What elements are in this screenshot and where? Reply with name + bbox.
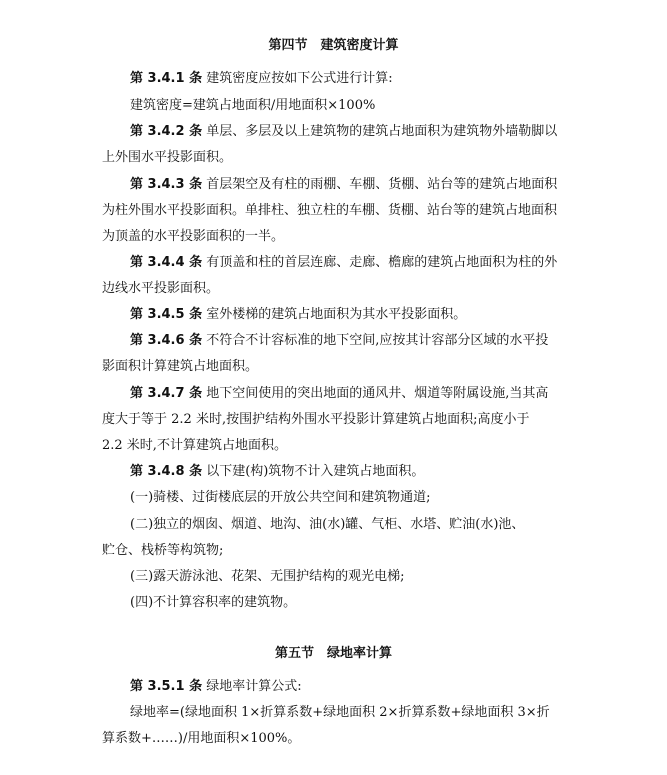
article-3-4-3 [130,177,557,193]
article-3-4-4 [130,255,557,271]
article-text: 首层架空及有柱的雨棚、车棚、货棚、站台等的建筑占地面积 [206,177,558,192]
article-3-4-7-cont: 度大于等于 2.2 米时,按围护结构外围水平投影计算建筑占地面积;高度小于 [102,412,530,427]
article-text: 不符合不计容标准的地下空间,应按其计容部分区域的水平投 [206,333,549,348]
article-3-4-3-cont: 为柱外围水平投影面积。单排柱、独立柱的车棚、货棚、站台等的建筑占地面积 [102,203,558,218]
list-item-1: (一)骑楼、过街楼底层的开放公共空间和建筑物通道; [130,490,431,505]
density-formula: 建筑密度=建筑占地面积/用地面积×100% [130,98,376,113]
article-label: 第 3.4.2 条 [130,124,203,139]
article-label: 第 3.4.5 条 [130,307,203,322]
green-ratio-formula: 绿地率=(绿地面积 1×折算系数+绿地面积 2×折算系数+绿地面积 3×折 [130,705,550,720]
article-3-4-2 [130,124,557,140]
article-text: 以下建(构)筑物不计入建筑占地面积。 [206,464,425,479]
article-label: 第 3.4.8 条 [130,464,203,479]
article-3-4-6-cont: 影面积计算建筑占地面积。 [102,359,259,374]
article-label: 第 3.4.7 条 [130,386,203,401]
article-label: 第 3.4.6 条 [130,333,203,348]
article-3-5-1 [130,679,302,695]
article-3-4-7-cont: 2.2 米时,不计算建筑占地面积。 [102,438,287,453]
list-item-2: (二)独立的烟囱、烟道、地沟、油(水)罐、气柜、水塔、贮油(水)池、 [130,517,525,532]
green-ratio-formula-cont: 算系数+……)/用地面积×100%。 [102,731,301,746]
article-3-4-3-cont: 为顶盖的水平投影面积的一半。 [102,229,285,244]
article-text: 室外楼梯的建筑占地面积为其水平投影面积。 [206,307,467,322]
article-3-4-1 [130,71,393,87]
article-3-4-4-cont: 边线水平投影面积。 [102,281,220,296]
article-3-4-5 [130,307,466,323]
section-4-heading: 第四节 建筑密度计算 [268,38,399,53]
article-text: 绿地率计算公式: [206,679,302,694]
list-item-4: (四)不计算容积率的建筑物。 [130,595,297,610]
section-5-heading: 第五节 绿地率计算 [274,646,392,661]
article-3-4-8 [130,464,424,480]
article-3-4-6 [130,333,548,349]
article-label: 第 3.4.3 条 [130,177,203,192]
article-text: 有顶盖和柱的首层连廊、走廊、檐廊的建筑占地面积为柱的外 [206,255,558,270]
article-3-4-2-cont: 上外围水平投影面积。 [102,150,233,165]
article-label: 第 3.5.1 条 [130,679,203,694]
article-label: 第 3.4.1 条 [130,71,203,86]
article-text: 地下空间使用的突出地面的通风井、烟道等附属设施,当其高 [206,386,549,401]
list-item-3: (三)露天游泳池、花架、无围护结构的观光电梯; [130,569,405,584]
article-3-4-7 [130,386,548,402]
list-item-2-cont: 贮仓、栈桥等构筑物; [102,543,224,558]
article-label: 第 3.4.4 条 [130,255,203,270]
article-text: 单层、多层及以上建筑物的建筑占地面积为建筑物外墙勒脚以 [206,124,558,139]
article-text: 建筑密度应按如下公式进行计算: [206,71,393,86]
